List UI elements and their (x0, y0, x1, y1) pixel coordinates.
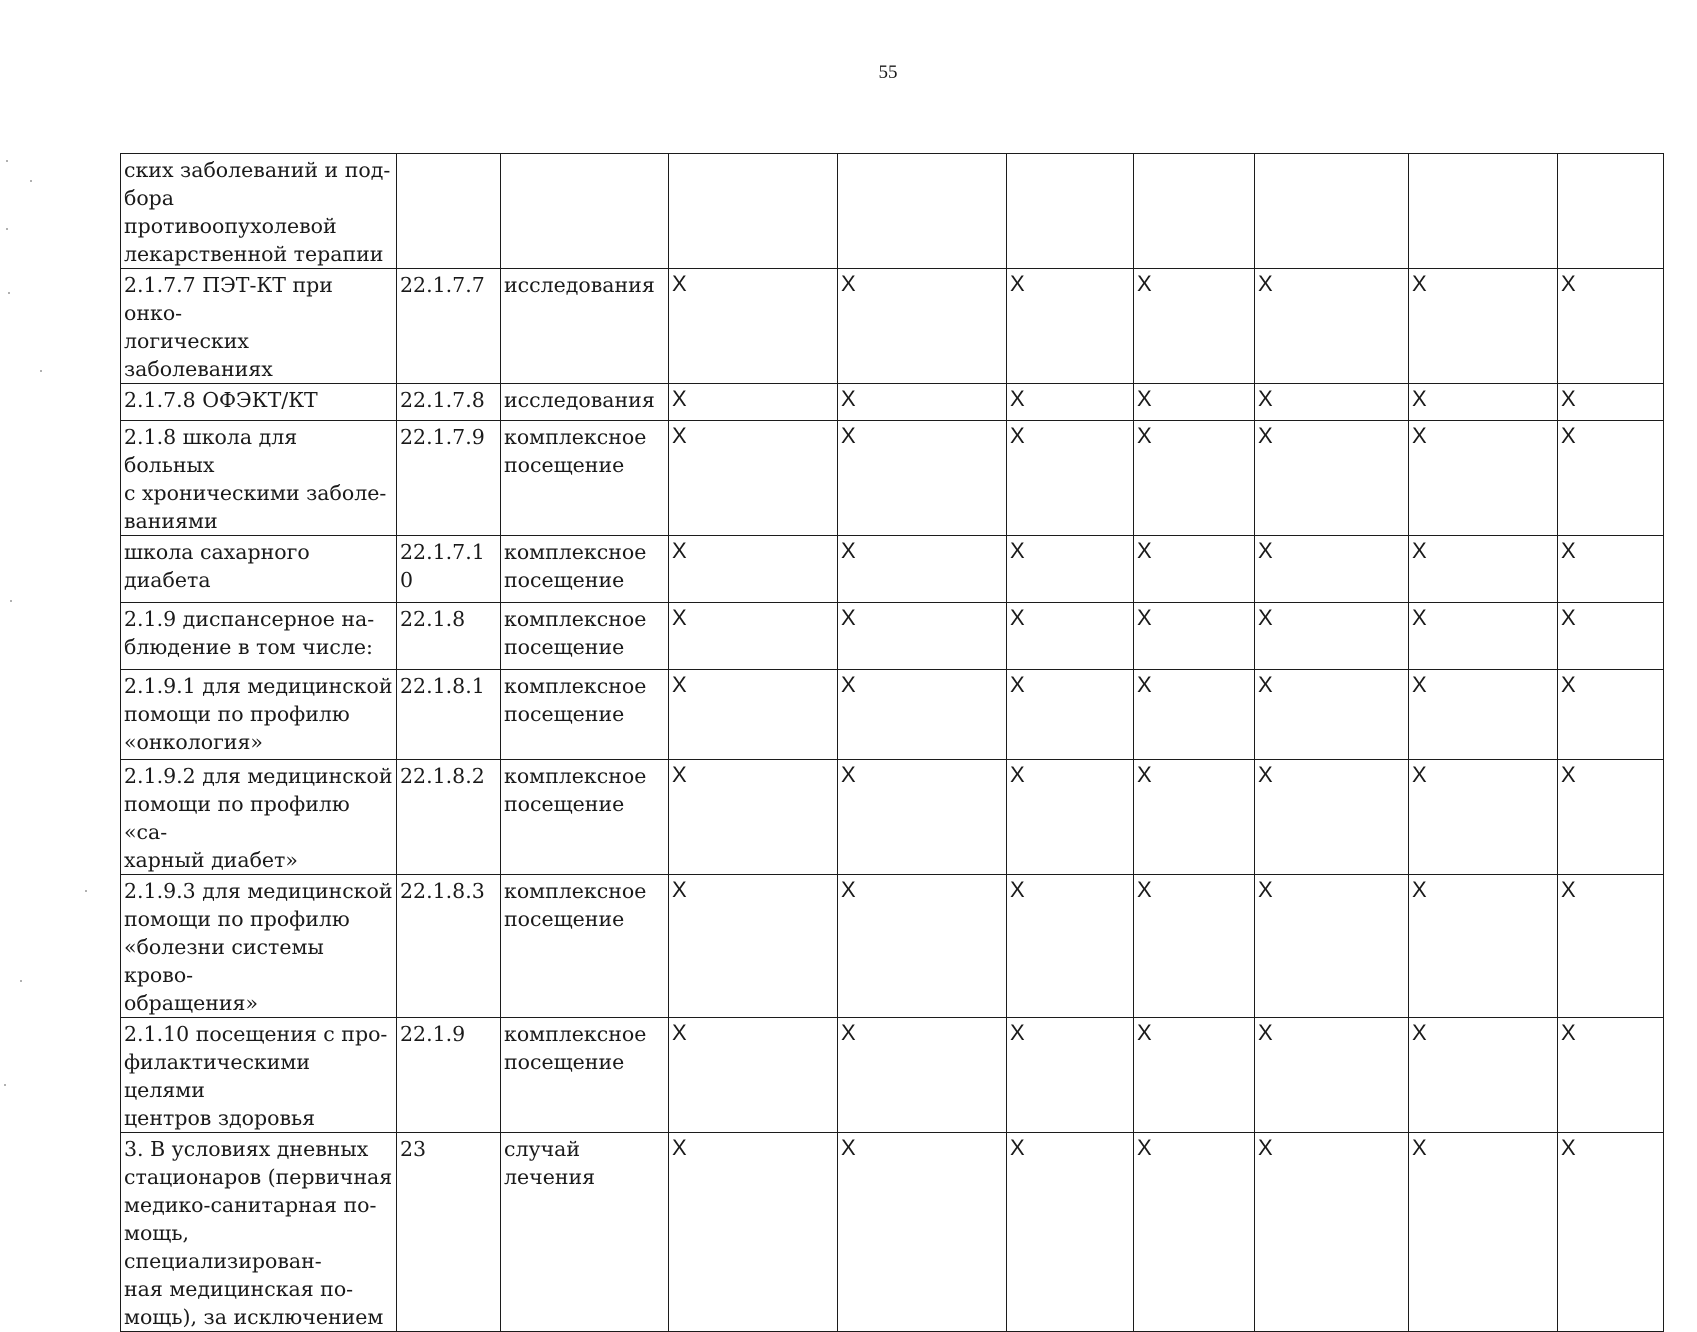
service-name-cell: 2.1.10 посещения с про- филактическими целями центров здоровья (121, 1018, 397, 1133)
mark-cell: X (1409, 384, 1558, 421)
mark-cell: X (1558, 536, 1664, 603)
mark-cell: X (1409, 875, 1558, 1018)
service-name-cell: 2.1.8 школа для больных с хроническими заболе- ваниями (121, 421, 397, 536)
mark-cell: X (838, 421, 1007, 536)
scan-speck (8, 292, 10, 294)
unit-cell: случай лечения (501, 1133, 669, 1332)
mark-cell: X (1558, 760, 1664, 875)
scan-speck (6, 160, 8, 162)
page-number: 55 (878, 62, 898, 83)
mark-cell: X (1255, 536, 1409, 603)
mark-cell: X (1134, 670, 1255, 760)
mark-cell: X (838, 1018, 1007, 1133)
mark-cell: X (1007, 603, 1134, 670)
table-row (121, 1018, 1664, 1133)
mark-cell (1007, 154, 1134, 269)
mark-cell: X (1558, 421, 1664, 536)
unit-cell: комплексное посещение (501, 875, 669, 1018)
mark-cell (669, 154, 838, 269)
code-cell: 22.1.7.9 (397, 421, 501, 536)
mark-cell: X (1409, 603, 1558, 670)
unit-cell (501, 154, 669, 269)
table-row (121, 421, 1664, 536)
mark-cell: X (1255, 760, 1409, 875)
mark-cell: X (1558, 1018, 1664, 1133)
mark-cell: X (838, 760, 1007, 875)
mark-cell: X (669, 1018, 838, 1133)
mark-cell: X (1134, 760, 1255, 875)
mark-cell: X (1134, 1018, 1255, 1133)
table-row (121, 1133, 1664, 1332)
service-name-cell: 2.1.9.1 для медицинской помощи по профилю «онкология» (121, 670, 397, 760)
scan-speck (40, 370, 42, 372)
mark-cell: X (1007, 1018, 1134, 1133)
service-name-cell: 2.1.9.2 для медицинской помощи по профилю «са- харный диабет» (121, 760, 397, 875)
mark-cell: X (1409, 1133, 1558, 1332)
mark-cell: X (1134, 875, 1255, 1018)
mark-cell: X (1007, 875, 1134, 1018)
mark-cell: X (1007, 421, 1134, 536)
mark-cell: X (1558, 670, 1664, 760)
mark-cell: X (1409, 536, 1558, 603)
mark-cell: X (1255, 1133, 1409, 1332)
code-cell: 23 (397, 1133, 501, 1332)
mark-cell: X (838, 670, 1007, 760)
scan-speck (20, 980, 22, 982)
mark-cell: X (838, 269, 1007, 384)
mark-cell: X (1255, 670, 1409, 760)
scan-speck (85, 890, 87, 892)
mark-cell (1134, 154, 1255, 269)
code-cell: 22.1.8.1 (397, 670, 501, 760)
mark-cell: X (1007, 536, 1134, 603)
mark-cell: X (1409, 1018, 1558, 1133)
code-cell (397, 154, 501, 269)
mark-cell: X (1007, 269, 1134, 384)
scan-speck (6, 228, 8, 230)
mark-cell: X (1409, 760, 1558, 875)
mark-cell: X (1558, 1133, 1664, 1332)
code-cell: 22.1.9 (397, 1018, 501, 1133)
service-name-cell: 2.1.7.8 ОФЭКТ/КТ (121, 384, 397, 421)
services-table (120, 153, 1664, 1332)
mark-cell: X (1134, 421, 1255, 536)
mark-cell: X (1255, 603, 1409, 670)
code-cell: 22.1.8.2 (397, 760, 501, 875)
mark-cell: X (669, 1133, 838, 1332)
service-name-cell: 2.1.7.7 ПЭТ-КТ при онко- логических заболеваниях (121, 269, 397, 384)
mark-cell: X (1409, 269, 1558, 384)
mark-cell: X (1255, 1018, 1409, 1133)
table-row (121, 603, 1664, 670)
service-name-cell: 3. В условиях дневных стационаров (первичная медико-санитарная по- мощь, специализирован- ная медицинская по- мощь), за исключением (121, 1133, 397, 1332)
mark-cell: X (1558, 384, 1664, 421)
unit-cell: комплексное посещение (501, 536, 669, 603)
code-cell: 22.1.7.8 (397, 384, 501, 421)
mark-cell: X (838, 1133, 1007, 1332)
mark-cell: X (1255, 421, 1409, 536)
service-name-cell: 2.1.9.3 для медицинской помощи по профилю «болезни системы крово- обращения» (121, 875, 397, 1018)
code-cell: 22.1.8.3 (397, 875, 501, 1018)
code-cell: 22.1.7.10 (397, 536, 501, 603)
mark-cell: X (1007, 384, 1134, 421)
table-row (121, 384, 1664, 421)
service-name-cell: 2.1.9 диспансерное на- блюдение в том числе: (121, 603, 397, 670)
mark-cell (838, 154, 1007, 269)
mark-cell: X (1558, 269, 1664, 384)
mark-cell: X (1134, 1133, 1255, 1332)
unit-cell: комплексное посещение (501, 670, 669, 760)
scan-speck (4, 1084, 6, 1086)
mark-cell: X (1409, 421, 1558, 536)
mark-cell: X (1134, 536, 1255, 603)
table-row (121, 670, 1664, 760)
code-cell: 22.1.7.7 (397, 269, 501, 384)
mark-cell: X (669, 421, 838, 536)
mark-cell (1558, 154, 1664, 269)
unit-cell: комплексное посещение (501, 760, 669, 875)
scan-speck (30, 180, 32, 182)
mark-cell: X (669, 875, 838, 1018)
mark-cell: X (669, 603, 838, 670)
mark-cell: X (1134, 603, 1255, 670)
unit-cell: исследования (501, 269, 669, 384)
table-row (121, 536, 1664, 603)
mark-cell: X (669, 760, 838, 875)
mark-cell: X (1558, 875, 1664, 1018)
mark-cell: X (1255, 269, 1409, 384)
mark-cell (1409, 154, 1558, 269)
mark-cell (1255, 154, 1409, 269)
mark-cell: X (1409, 670, 1558, 760)
table-row (121, 760, 1664, 875)
mark-cell: X (669, 670, 838, 760)
mark-cell: X (1134, 269, 1255, 384)
mark-cell: X (838, 536, 1007, 603)
mark-cell: X (838, 384, 1007, 421)
unit-cell: комплексное посещение (501, 1018, 669, 1133)
unit-cell: исследования (501, 384, 669, 421)
mark-cell: X (1007, 760, 1134, 875)
code-cell: 22.1.8 (397, 603, 501, 670)
mark-cell: X (1255, 875, 1409, 1018)
service-name-cell: школа сахарного диабета (121, 536, 397, 603)
mark-cell: X (838, 603, 1007, 670)
mark-cell: X (1558, 603, 1664, 670)
mark-cell: X (1134, 384, 1255, 421)
scan-speck (10, 600, 12, 602)
mark-cell: X (669, 384, 838, 421)
mark-cell: X (1007, 1133, 1134, 1332)
mark-cell: X (669, 536, 838, 603)
table-row (121, 875, 1664, 1018)
table-row (121, 154, 1664, 269)
service-name-cell: ских заболеваний и под- бора противоопухолевой лекарственной терапии (121, 154, 397, 269)
mark-cell: X (1255, 384, 1409, 421)
mark-cell: X (669, 269, 838, 384)
table-row (121, 269, 1664, 384)
mark-cell: X (838, 875, 1007, 1018)
mark-cell: X (1007, 670, 1134, 760)
unit-cell: комплексное посещение (501, 603, 669, 670)
unit-cell: комплексное посещение (501, 421, 669, 536)
